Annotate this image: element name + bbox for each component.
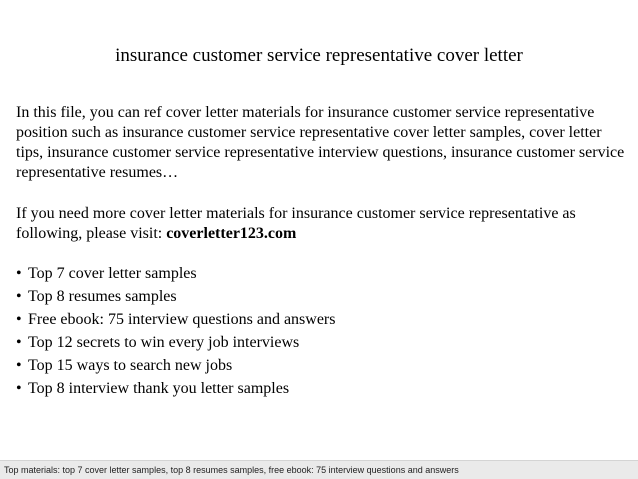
list-item bbox=[16, 308, 628, 331]
bullet-icon: • bbox=[16, 380, 22, 397]
bullet-icon: • bbox=[16, 288, 22, 305]
list-item bbox=[16, 331, 628, 354]
resource-list bbox=[16, 262, 628, 400]
intro-paragraph: In this file, you can ref cover letter materials for insurance customer service representative position such as insurance customer service representative cover letter samples, cover letter tips, insurance customer service representative interview questions, insurance customer service representative resumes… bbox=[16, 104, 625, 181]
bullet-icon: • bbox=[16, 357, 22, 374]
bullet-icon: • bbox=[16, 265, 22, 282]
footer-text: Top materials: top 7 cover letter samples, top 8 resumes samples, free ebook: 75 interview questions and answers bbox=[4, 465, 459, 475]
bullet-icon: • bbox=[16, 334, 22, 351]
list-item-text: Top 7 cover letter samples bbox=[28, 265, 197, 282]
list-item-text: Top 15 ways to search new jobs bbox=[28, 357, 233, 374]
more-info-text: If you need more cover letter materials for insurance customer service representative as following, please visit: bbox=[16, 205, 576, 242]
bullet-icon: • bbox=[16, 311, 22, 328]
list-item bbox=[16, 354, 628, 377]
document-title: insurance customer service representative cover letter bbox=[115, 45, 523, 66]
list-item-text: Free ebook: 75 interview questions and answers bbox=[28, 311, 336, 328]
list-item bbox=[16, 262, 628, 285]
footer-bar bbox=[0, 460, 638, 479]
list-item-text: Top 8 interview thank you letter samples bbox=[28, 380, 290, 397]
list-item bbox=[16, 377, 628, 400]
more-info-paragraph bbox=[16, 204, 628, 244]
list-item bbox=[16, 285, 628, 308]
list-item-text: Top 12 secrets to win every job interviews bbox=[28, 334, 300, 351]
coverletter-link[interactable]: coverletter123.com bbox=[166, 225, 297, 242]
list-item-text: Top 8 resumes samples bbox=[28, 288, 177, 305]
